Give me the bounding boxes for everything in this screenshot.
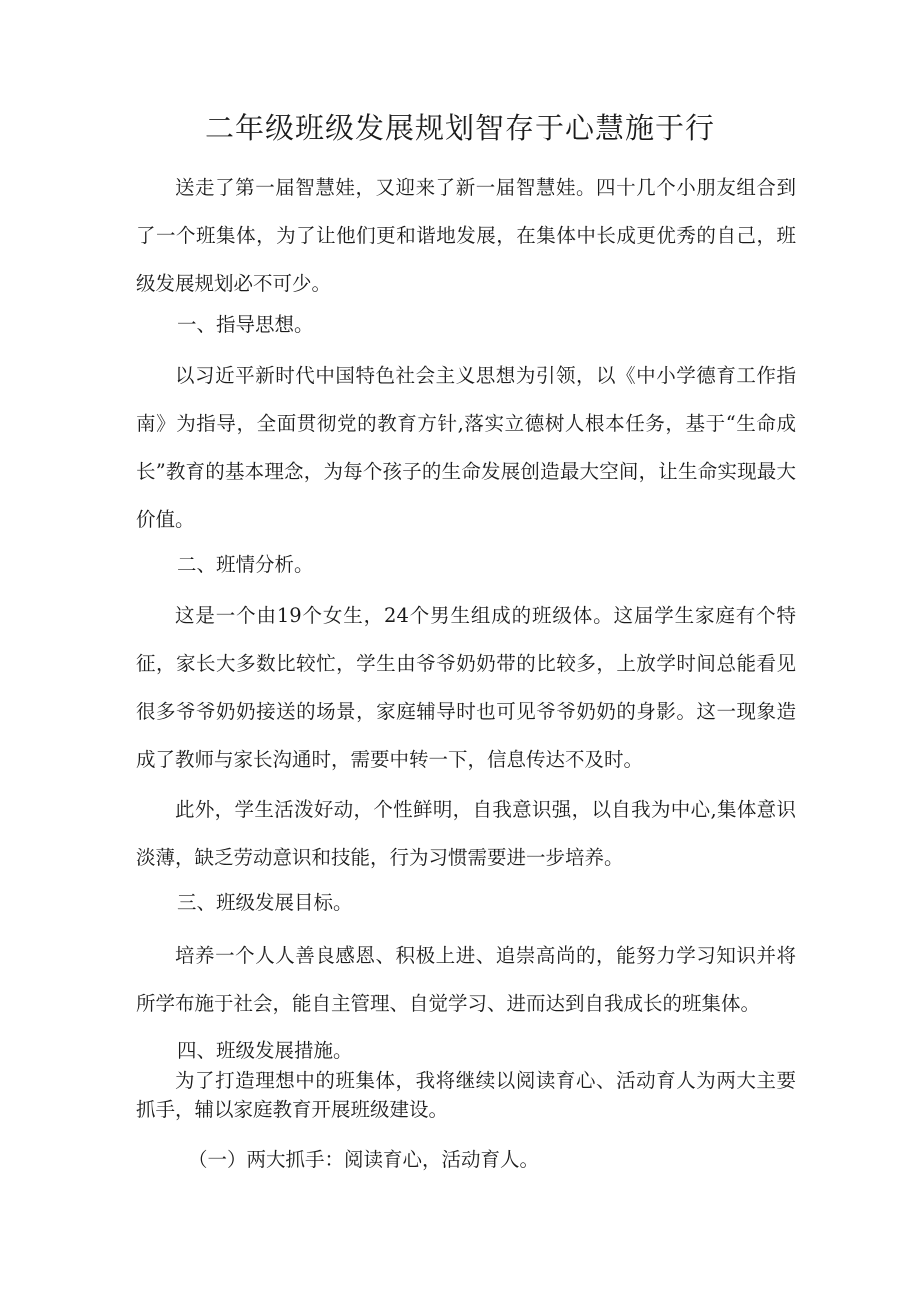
class-analysis-paragraph-2: 此外，学生活泼好动，个性鲜明，自我意识强，以自我为中心,集体意识淡薄，缺乏劳动意识和技能，行为习惯需要进一步培养。 [136,798,796,869]
guiding-thought-paragraph: 以习近平新时代中国特色社会主义思想为引领，以《中小学德育工作指南》为指导，全面贯彻党的教育方针,落实立德树人根本任务，基于“生命成长”教育的基本理念，为每个孩子的生命发展创造最大空间，让生命实现最大价值。 [136,364,796,531]
subsection-heading-two-focuses: （一）两大抓手：阅读育心，活动育人。 [188,1148,540,1171]
section-heading-guiding-thought: 一、指导思想。 [177,313,314,336]
section-heading-development-goals: 三、班级发展目标。 [177,891,353,914]
development-goals-paragraph: 培养一个人人善良感恩、积极上进、追崇高尚的，能努力学习知识并将所学布施于社会，能自主管理、自觉学习、进而达到自我成长的班集体。 [136,944,796,1015]
section-heading-class-analysis: 二、班情分析。 [177,553,314,576]
development-measures-paragraph: 为了打造理想中的班集体，我将继续以阅读育心、活动育人为两大主要抓手，辅以家庭教育开展班级建设。 [136,1069,796,1121]
class-analysis-paragraph-1: 这是一个由19个女生，24个男生组成的班级体。这届学生家庭有个特征，家长大多数比较忙，学生由爷爷奶奶带的比较多，上放学时间总能看见很多爷爷奶奶接送的场景，家庭辅导时也可见爷爷奶奶的身影。这一现象造成了教师与家长沟通时，需要中转一下，信息传达不及时。 [136,604,796,771]
intro-paragraph: 送走了第一届智慧娃，又迎来了新一届智慧娃。四十几个小朋友组合到了一个班集体，为了让他们更和谐地发展，在集体中长成更优秀的自己，班级发展规划必不可少。 [136,176,796,295]
section-heading-development-measures: 四、班级发展措施。 [177,1039,353,1062]
document-title: 二年级班级发展规划智存于心慧施于行 [204,111,715,145]
